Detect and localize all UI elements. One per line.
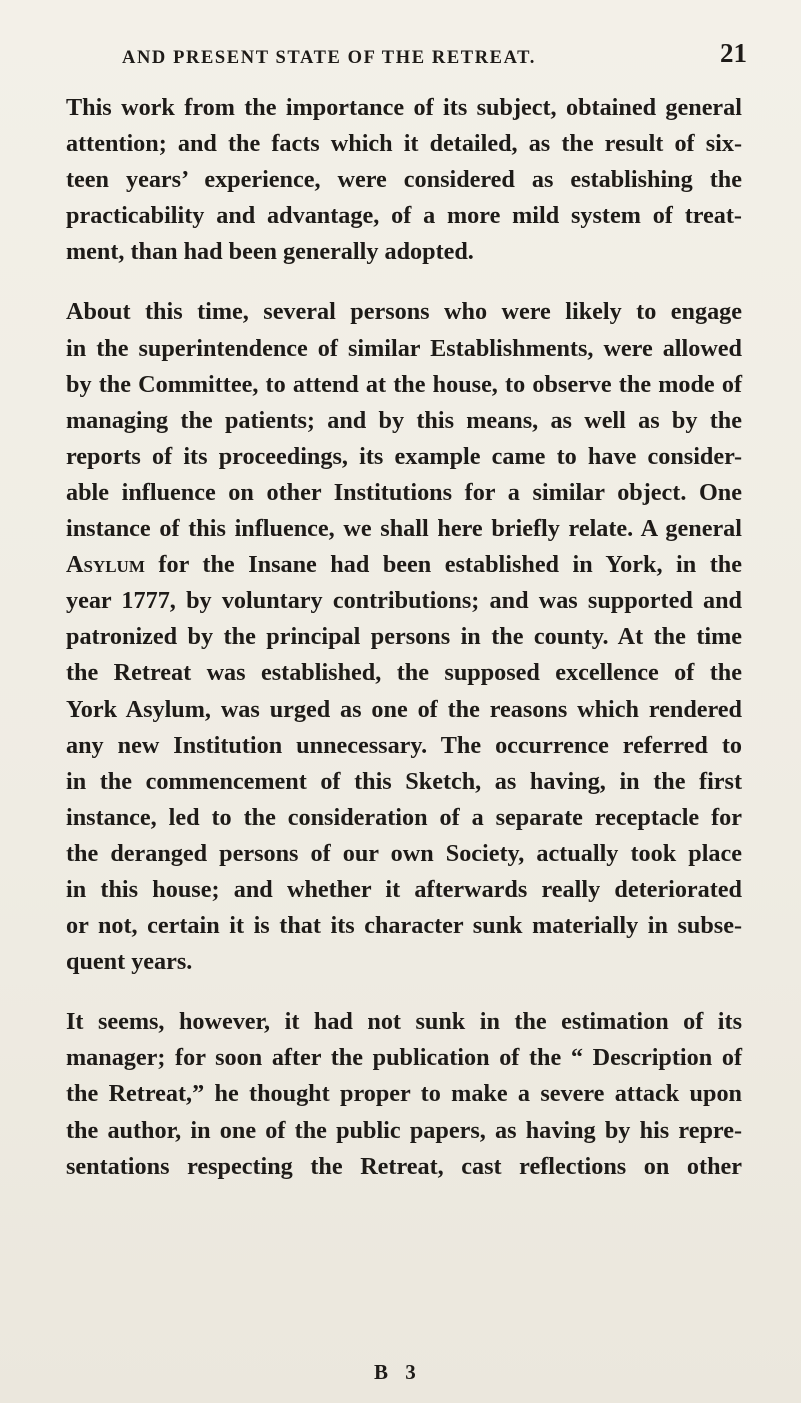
text-line: by the Committee, to attend at the house, to observe the mode of (66, 370, 742, 398)
text-line: year 1777, by voluntary contributions; and was supported and (66, 587, 742, 615)
text-line: This work from the importance of its subject, obtained general (66, 94, 742, 121)
signature-mark: B 3 (374, 1360, 422, 1384)
text-line: instance, led to the consideration of a separate receptacle for (66, 803, 742, 831)
text-line: the author, in one of the public papers, as having by his repre- (66, 1116, 742, 1144)
text-line: in the superintendence of similar Establishments, were allowed (66, 334, 742, 362)
text-line: Asylum for the Insane had been established in York, in the (66, 551, 742, 579)
text-line: manager; for soon after the publication of the “ Description of (66, 1044, 742, 1072)
running-head: AND PRESENT STATE OF THE RETREAT. (122, 48, 536, 68)
text-line: any new Institution unnecessary. The occurrence referred to (66, 731, 742, 759)
text-line: practicability and advantage, of a more mild system of treat- (66, 202, 742, 230)
text-line: the deranged persons of our own Society, actually took place (66, 839, 742, 867)
page-number: 21 (720, 38, 747, 68)
text-line: About this time, several persons who were likely to engage (66, 298, 742, 326)
text-line: York Asylum, was urged as one of the reasons which rendered (66, 695, 742, 723)
text-line: the Retreat,” he thought proper to make a severe attack upon (66, 1080, 742, 1108)
text-line: patronized by the principal persons in the county. At the time (66, 623, 742, 651)
text-line: attention; and the facts which it detailed, as the result of six- (66, 130, 742, 158)
paragraph (66, 90, 742, 270)
text-line: It seems, however, it had not sunk in the estimation of its (66, 1008, 742, 1036)
text-line: the Retreat was established, the supposed excellence of the (66, 659, 742, 687)
text-line: instance of this influence, we shall here briefly relate. A general (66, 515, 742, 543)
text-line: in the commencement of this Sketch, as having, in the first (66, 767, 742, 795)
text-line: ment, than had been generally adopted. (66, 238, 474, 266)
text-line: or not, certain it is that its character sunk materially in subse- (66, 912, 742, 940)
text-line: teen years’ experience, were considered as establishing the (66, 166, 742, 194)
body-text (66, 90, 742, 1185)
text-line: reports of its proceedings, its example came to have consider- (66, 442, 742, 470)
paragraph (66, 294, 742, 980)
text-line: able influence on other Institutions for a similar object. One (66, 478, 742, 506)
paragraph (66, 1004, 742, 1184)
small-caps-word: Asylum (66, 551, 145, 579)
text-line: quent years. (66, 948, 193, 976)
text-line: managing the patients; and by this means, as well as by the (66, 406, 742, 434)
text-line: sentations respecting the Retreat, cast reflections on other (66, 1152, 742, 1180)
text-line: in this house; and whether it afterwards really deteriorated (66, 875, 742, 903)
